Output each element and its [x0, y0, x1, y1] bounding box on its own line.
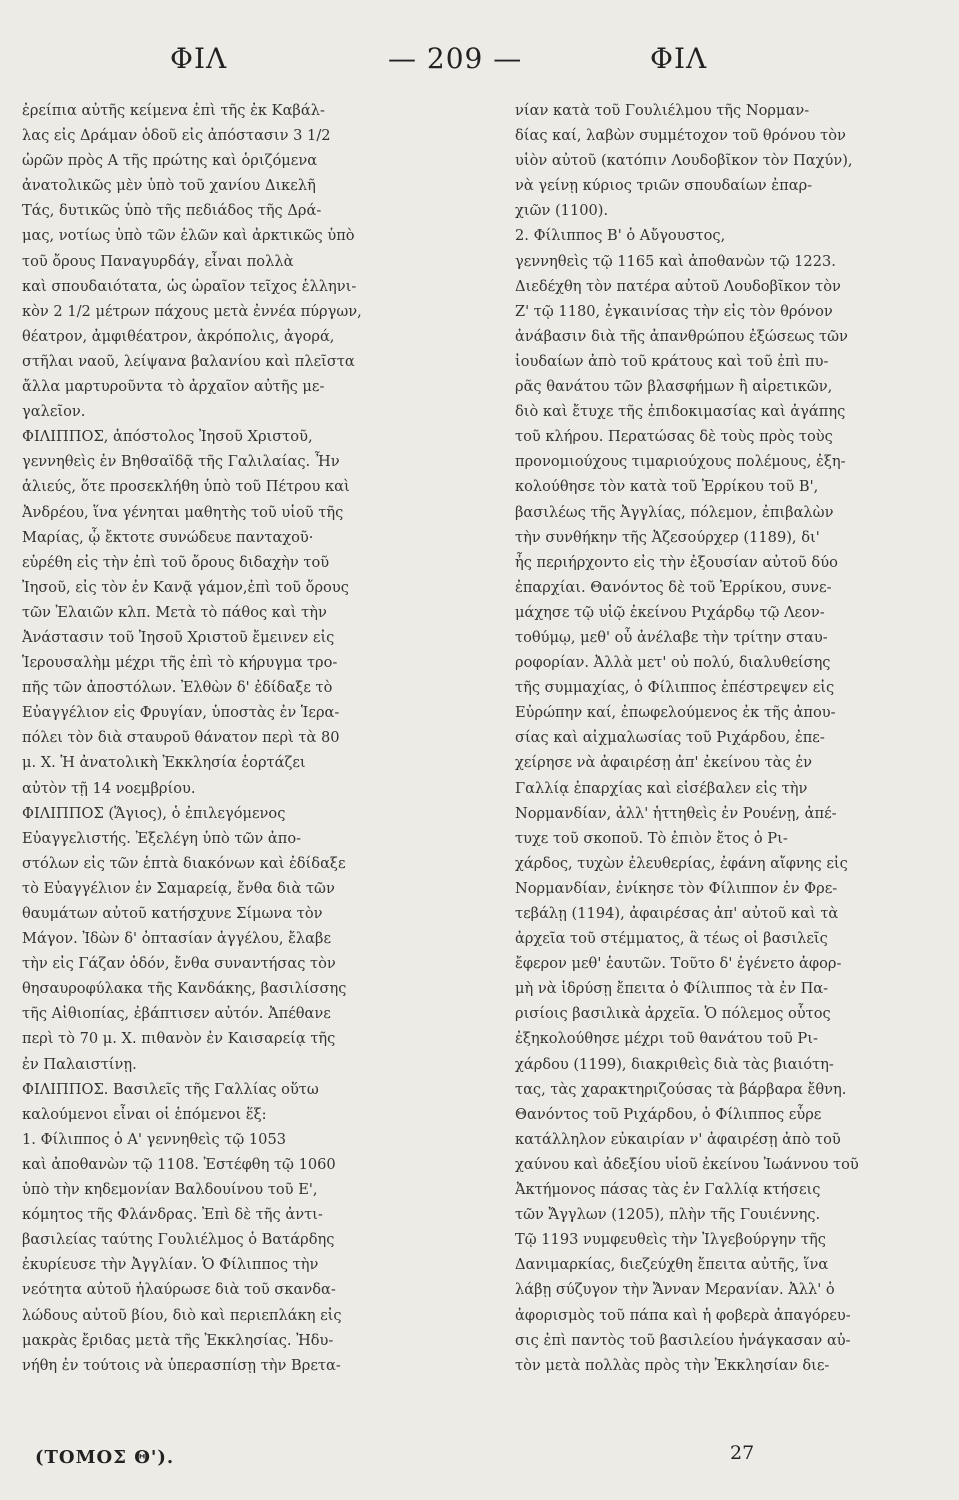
text-line: Δανιμαρκίας, διεζεύχθη ἔπειτα αὐτῆς, ἵνα — [515, 1256, 829, 1274]
header-right-keyword: ΦΙΛ — [650, 42, 708, 75]
text-line: χαύνου καὶ ἀδεξίου υἱοῦ ἐκείνου Ἰωάννου τοῦ — [515, 1155, 859, 1173]
text-line: τῆς Αἰθιοπίας, ἐβάπτισεν αὐτόν. Ἀπέθανε — [22, 1005, 331, 1023]
text-line: κατάλληλον εὐκαιρίαν ν' ἀφαιρέσῃ ἀπὸ τοῦ — [515, 1130, 841, 1148]
text-line: λας εἰς Δράμαν ὁδοῦ εἰς ἀπόστασιν 3 1/2 — [22, 127, 331, 145]
text-line: ἀνατολικῶς μὲν ὑπὸ τοῦ χανίου Δικελῆ — [22, 177, 316, 195]
text-line: μὴ νὰ ἱδρύσῃ ἔπειτα ὁ Φίλιππος τὰ ἐν Πα- — [515, 980, 829, 998]
text-line: Νορμανδίαν, ἐνίκησε τὸν Φίλιππον ἐν Φρε- — [515, 879, 838, 897]
text-line: ἧς περιήρχοντο εἰς τὴν ἐξουσίαν αὐτοῦ δύο — [515, 553, 838, 571]
text-line: ἐρείπια αὐτῆς κείμενα ἐπὶ τῆς ἐκ Καβάλ- — [22, 102, 325, 119]
text-line: λώδους αὐτοῦ βίου, διὸ καὶ περιεπλάκη εἰς — [22, 1306, 342, 1324]
text-line: Ἀνάστασιν τοῦ Ἰησοῦ Χριστοῦ ἔμεινεν εἰς — [22, 628, 335, 646]
text-line: γεννηθεὶς τῷ 1165 καὶ ἀποθανὼν τῷ 1223. — [515, 252, 836, 270]
text-line: νίαν κατὰ τοῦ Γουλιέλμου τῆς Νορμαν- — [515, 102, 810, 119]
text-line: γεννηθεὶς ἐν Βηθσαϊδᾷ τῆς Γαλιλαίας. Ἦν — [22, 453, 340, 471]
text-line: Εὐαγγελιστής. Ἐξελέγη ὑπὸ τῶν ἀπο- — [22, 829, 302, 847]
text-line: Θανόντος τοῦ Ριχάρδου, ὁ Φίλιππος εὗρε — [515, 1105, 822, 1123]
text-line: μας, νοτίως ὑπὸ τῶν ἑλῶν καὶ ἀρκτικῶς ὑπὸ — [22, 227, 355, 245]
text-line: ἔφερον μεθ' ἑαυτῶν. Τοῦτο δ' ἐγένετο ἀφορ- — [515, 955, 842, 973]
page-number: — 209 — — [388, 42, 523, 75]
text-line: χάρδου (1199), διακριθεὶς διὰ τὰς βιαιότη- — [515, 1055, 834, 1073]
text-line: τας, τὰς χαρακτηριζούσας τὰ βάρβαρα ἔθνη. — [515, 1080, 847, 1098]
text-line: σις ἐπὶ παντὸς τοῦ βασιλείου ἠνάγκασαν αὐ- — [515, 1331, 851, 1349]
signature-mark: 27 — [730, 1442, 755, 1464]
text-line: Ἀκτήμονος πάσας τὰς ἐν Γαλλίᾳ κτήσεις — [515, 1181, 821, 1199]
text-line: 2. Φίλιππος Β' ὁ Αὔγουστος, — [515, 227, 726, 245]
text-line: μακρὰς ἔριδας μετὰ τῆς Ἐκκλησίας. Ἠδυ- — [22, 1331, 334, 1349]
text-line: τῆς συμμαχίας, ὁ Φίλιππος ἐπέστρεψεν εἰς — [515, 679, 835, 697]
text-line: καὶ σπουδαιότατα, ὡς ὡραῖον τεῖχος ἑλληνι- — [22, 277, 357, 295]
text-line: υἱὸν αὐτοῦ (κατόπιν Λουδοβῖκον τὸν Παχύν), — [515, 152, 853, 170]
text-line: τὸν μετὰ πολλὰς πρὸς τὴν Ἐκκλησίαν διε- — [515, 1356, 830, 1374]
text-line: Γαλλίᾳ ἐπαρχίας καὶ εἰσέβαλεν εἰς τὴν — [515, 779, 808, 797]
text-line: καλούμενοι εἶναι οἱ ἑπόμενοι ἕξ: — [22, 1105, 267, 1123]
text-line: βασιλείας ταύτης Γουλιέλμος ὁ Βατάρδης — [22, 1231, 335, 1249]
text-line: κόμητος τῆς Φλάνδρας. Ἐπὶ δὲ τῆς ἀντι- — [22, 1206, 323, 1224]
text-line: κολούθησε τὸν κατὰ τοῦ Ἐρρίκου τοῦ Β', — [515, 478, 819, 496]
text-line: Ἀνδρέου, ἵνα γένηται μαθητὴς τοῦ υἱοῦ τῆς — [22, 503, 344, 521]
text-line: περὶ τὸ 70 μ. Χ. πιθανὸν ἐν Καισαρείᾳ τῆς — [22, 1030, 336, 1048]
text-line: μ. Χ. Ἡ ἀνατολικὴ Ἐκκλησία ἑορτάζει — [22, 754, 306, 772]
text-line: τοῦ ὄρους Παναγυρδάγ, εἶναι πολλὰ — [22, 252, 294, 270]
text-line: μάχησε τῷ υἱῷ ἐκείνου Ριχάρδῳ τῷ Λεον- — [515, 603, 825, 621]
text-line: βασιλέως τῆς Ἀγγλίας, πόλεμον, ἐπιβαλὼν — [515, 503, 834, 521]
left-text-column — [22, 98, 440, 1378]
text-line: χείρησε νὰ ἀφαιρέσῃ ἀπ' ἐκείνου τὰς ἐν — [515, 754, 813, 772]
text-line: τὴν εἰς Γάζαν ὁδόν, ἔνθα συναντήσας τὸν — [22, 955, 336, 973]
text-line: Ζ' τῷ 1180, ἐγκαινίσας τὴν εἰς τὸν θρόνον — [515, 302, 833, 320]
text-line: γαλεῖον. — [22, 403, 86, 421]
text-line: ἐπαρχίαι. Θανόντος δὲ τοῦ Ἐρρίκου, συνε- — [515, 578, 832, 596]
header-left-keyword: ΦΙΛ — [170, 42, 228, 75]
text-line: ὡρῶν πρὸς Α τῆς πρώτης καὶ ὁριζόμενα — [22, 152, 318, 170]
text-line: Νορμανδίαν, ἀλλ' ἡττηθεὶς ἐν Ρουένῃ, ἀπέ- — [515, 804, 837, 822]
text-line: θέατρον, ἀμφιθέατρον, ἀκρόπολις, ἀγορά, — [22, 327, 335, 345]
text-line: κὸν 2 1/2 μέτρων πάχους μετὰ ἐννέα πύργων, — [22, 302, 362, 320]
text-line: προνομιούχους τιμαριούχους πολέμους, ἐξη- — [515, 453, 846, 471]
text-line: ἄλλα μαρτυροῦντα τὸ ἀρχαῖον αὐτῆς με- — [22, 378, 325, 396]
text-line: Ἰησοῦ, εἰς τὸν ἐν Κανᾷ γάμον,ἐπὶ τοῦ ὄρους — [22, 578, 349, 596]
text-line: τῶν Ἄγγλων (1205), πλὴν τῆς Γουιέννης. — [515, 1206, 821, 1224]
text-line: θησαυροφύλακα τῆς Κανδάκης, βασιλίσσης — [22, 980, 347, 998]
text-line: χιῶν (1100). — [515, 202, 609, 220]
text-line: ΦΙΛΙΠΠΟΣ (Ἅγιος), ὁ ἐπιλεγόμενος — [22, 804, 286, 822]
text-line: αὐτὸν τῇ 14 νοεμβρίου. — [22, 779, 196, 797]
text-line: σίας καὶ αἰχμαλωσίας τοῦ Ριχάρδου, ἐπε- — [515, 729, 825, 747]
text-line: ἐκυρίευσε τὴν Ἀγγλίαν. Ὁ Φίλιππος τὴν — [22, 1256, 319, 1274]
text-line: Εὐρώπην καί, ἐπωφελούμενος ἐκ τῆς ἀπου- — [515, 704, 836, 722]
text-line: τῶν Ἐλαιῶν κλπ. Μετὰ τὸ πάθος καὶ τὴν — [22, 603, 327, 621]
text-line: ροφορίαν. Ἀλλὰ μετ' οὐ πολύ, διαλυθείσης — [515, 654, 831, 672]
text-line: Εὐαγγέλιον εἰς Φρυγίαν, ὑποστὰς ἐν Ἱερα- — [22, 704, 340, 722]
text-line: τυχε τοῦ σκοποῦ. Τὸ ἐπιὸν ἔτος ὁ Ρι- — [515, 829, 788, 847]
text-line: ἀρχεῖα τοῦ στέμματος, ἃ τέως οἱ βασιλεῖς — [515, 930, 828, 948]
text-line: ἀνάβασιν διὰ τῆς ἀπανθρώπου ἐξώσεως τῶν — [515, 327, 848, 345]
text-line: Τῷ 1193 νυμφευθεὶς τὴν Ἰλγεβούργην τῆς — [515, 1231, 826, 1249]
right-text-column — [515, 98, 932, 1378]
text-line: θαυμάτων αὐτοῦ κατήσχυνε Σίμωνα τὸν — [22, 905, 323, 922]
text-line: πῆς τῶν ἀποστόλων. Ἐλθὼν δ' ἐδίδαξε τὸ — [22, 679, 333, 697]
text-line: ὑπὸ τὴν κηδεμονίαν Βαλδουίνου τοῦ Ε', — [22, 1181, 318, 1199]
running-header — [0, 42, 959, 92]
text-line: τεβάλῃ (1194), ἀφαιρέσας ἀπ' αὐτοῦ καὶ τὰ — [515, 905, 839, 922]
text-line: Μάγον. Ἰδὼν δ' ὀπτασίαν ἀγγέλου, ἔλαβε — [22, 930, 332, 948]
text-line: ἁλιεύς, ὅτε προσεκλήθη ὑπὸ τοῦ Πέτρου καὶ — [22, 478, 350, 496]
text-line: νεότητα αὐτοῦ ἠλαύρωσε διὰ τοῦ σκανδα- — [22, 1281, 336, 1299]
text-line: στῆλαι ναοῦ, λείψανα βαλανίου καὶ πλεῖστα — [22, 352, 355, 370]
text-line: διὸ καὶ ἔτυχε τῆς ἐπιδοκιμασίας καὶ ἀγάπης — [515, 403, 846, 421]
text-line: εὑρέθη εἰς τὴν ἐπὶ τοῦ ὄρους διδαχὴν τοῦ — [22, 553, 330, 571]
text-line: ΦΙΛΙΠΠΟΣ. Βασιλεῖς τῆς Γαλλίας οὕτω — [22, 1080, 319, 1098]
text-line: νήθη ἐν τούτοις νὰ ὑπερασπίσῃ τὴν Βρετα- — [22, 1356, 341, 1374]
text-line: χάρδος, τυχὼν ἐλευθερίας, ἐφάνη αἴφνης εἰς — [515, 854, 848, 872]
volume-label: (ΤΟΜΟΣ Θ'). — [35, 1447, 175, 1468]
text-line: ἰουδαίων ἀπὸ τοῦ κράτους καὶ τοῦ ἐπὶ πυ- — [515, 352, 829, 370]
text-line: ἀφορισμὸς τοῦ πάπα καὶ ἡ φοβερὰ ἀπαγόρευ- — [515, 1306, 851, 1324]
text-line: τὸ Εὐαγγέλιον ἐν Σαμαρείᾳ, ἔνθα διὰ τῶν — [22, 879, 335, 897]
text-line: τὴν συνθήκην τῆς Ἀζεσούρχερ (1189), δι' — [515, 528, 820, 546]
text-line: δίας καί, λαβὼν συμμέτοχον τοῦ θρόνου τὸν — [515, 127, 846, 145]
text-line: Μαρίας, ᾧ ἔκτοτε συνώδευε πανταχοῦ· — [22, 528, 314, 546]
text-line: ἐξηκολούθησε μέχρι τοῦ θανάτου τοῦ Ρι- — [515, 1030, 818, 1048]
text-line: λάβῃ σύζυγον τὴν Ἄνναν Μερανίαν. Ἀλλ' ὁ — [515, 1281, 835, 1299]
text-line: πόλει τὸν διὰ σταυροῦ θάνατον περὶ τὰ 80 — [22, 729, 340, 747]
text-line: 1. Φίλιππος ὁ Α' γεννηθεὶς τῷ 1053 — [22, 1130, 287, 1148]
text-line: ΦΙΛΙΠΠΟΣ, ἀπόστολος Ἰησοῦ Χριστοῦ, — [22, 428, 313, 446]
text-line: στόλων εἰς τῶν ἑπτὰ διακόνων καὶ ἐδίδαξε — [22, 854, 346, 872]
text-line: νὰ γείνῃ κύριος τριῶν σπουδαίων ἐπαρ- — [515, 177, 813, 195]
text-line: καὶ ἀποθανὼν τῷ 1108. Ἐστέφθη τῷ 1060 — [22, 1155, 336, 1173]
text-line: ἐν Παλαιστίνῃ. — [22, 1055, 137, 1073]
text-line: τοῦ κλήρου. Περατώσας δὲ τοὺς πρὸς τοὺς — [515, 428, 833, 446]
text-line: Διεδέχθη τὸν πατέρα αὐτοῦ Λουδοβῖκον τὸν — [515, 277, 841, 295]
text-line: Ἱερουσαλὴμ μέχρι τῆς ἐπὶ τὸ κήρυγμα τρο- — [22, 654, 338, 672]
text-line: ρᾶς θανάτου τῶν βλασφήμων ἢ αἱρετικῶν, — [515, 378, 833, 396]
text-line: τοθύμῳ, μεθ' οὗ ἀνέλαβε τὴν τρίτην σταυ- — [515, 628, 828, 646]
text-line: Τάς, δυτικῶς ὑπὸ τῆς πεδιάδος τῆς Δρά- — [22, 202, 322, 220]
text-line: ρισίοις βασιλικὰ ἀρχεῖα. Ὁ πόλεμος οὗτος — [515, 1005, 831, 1023]
